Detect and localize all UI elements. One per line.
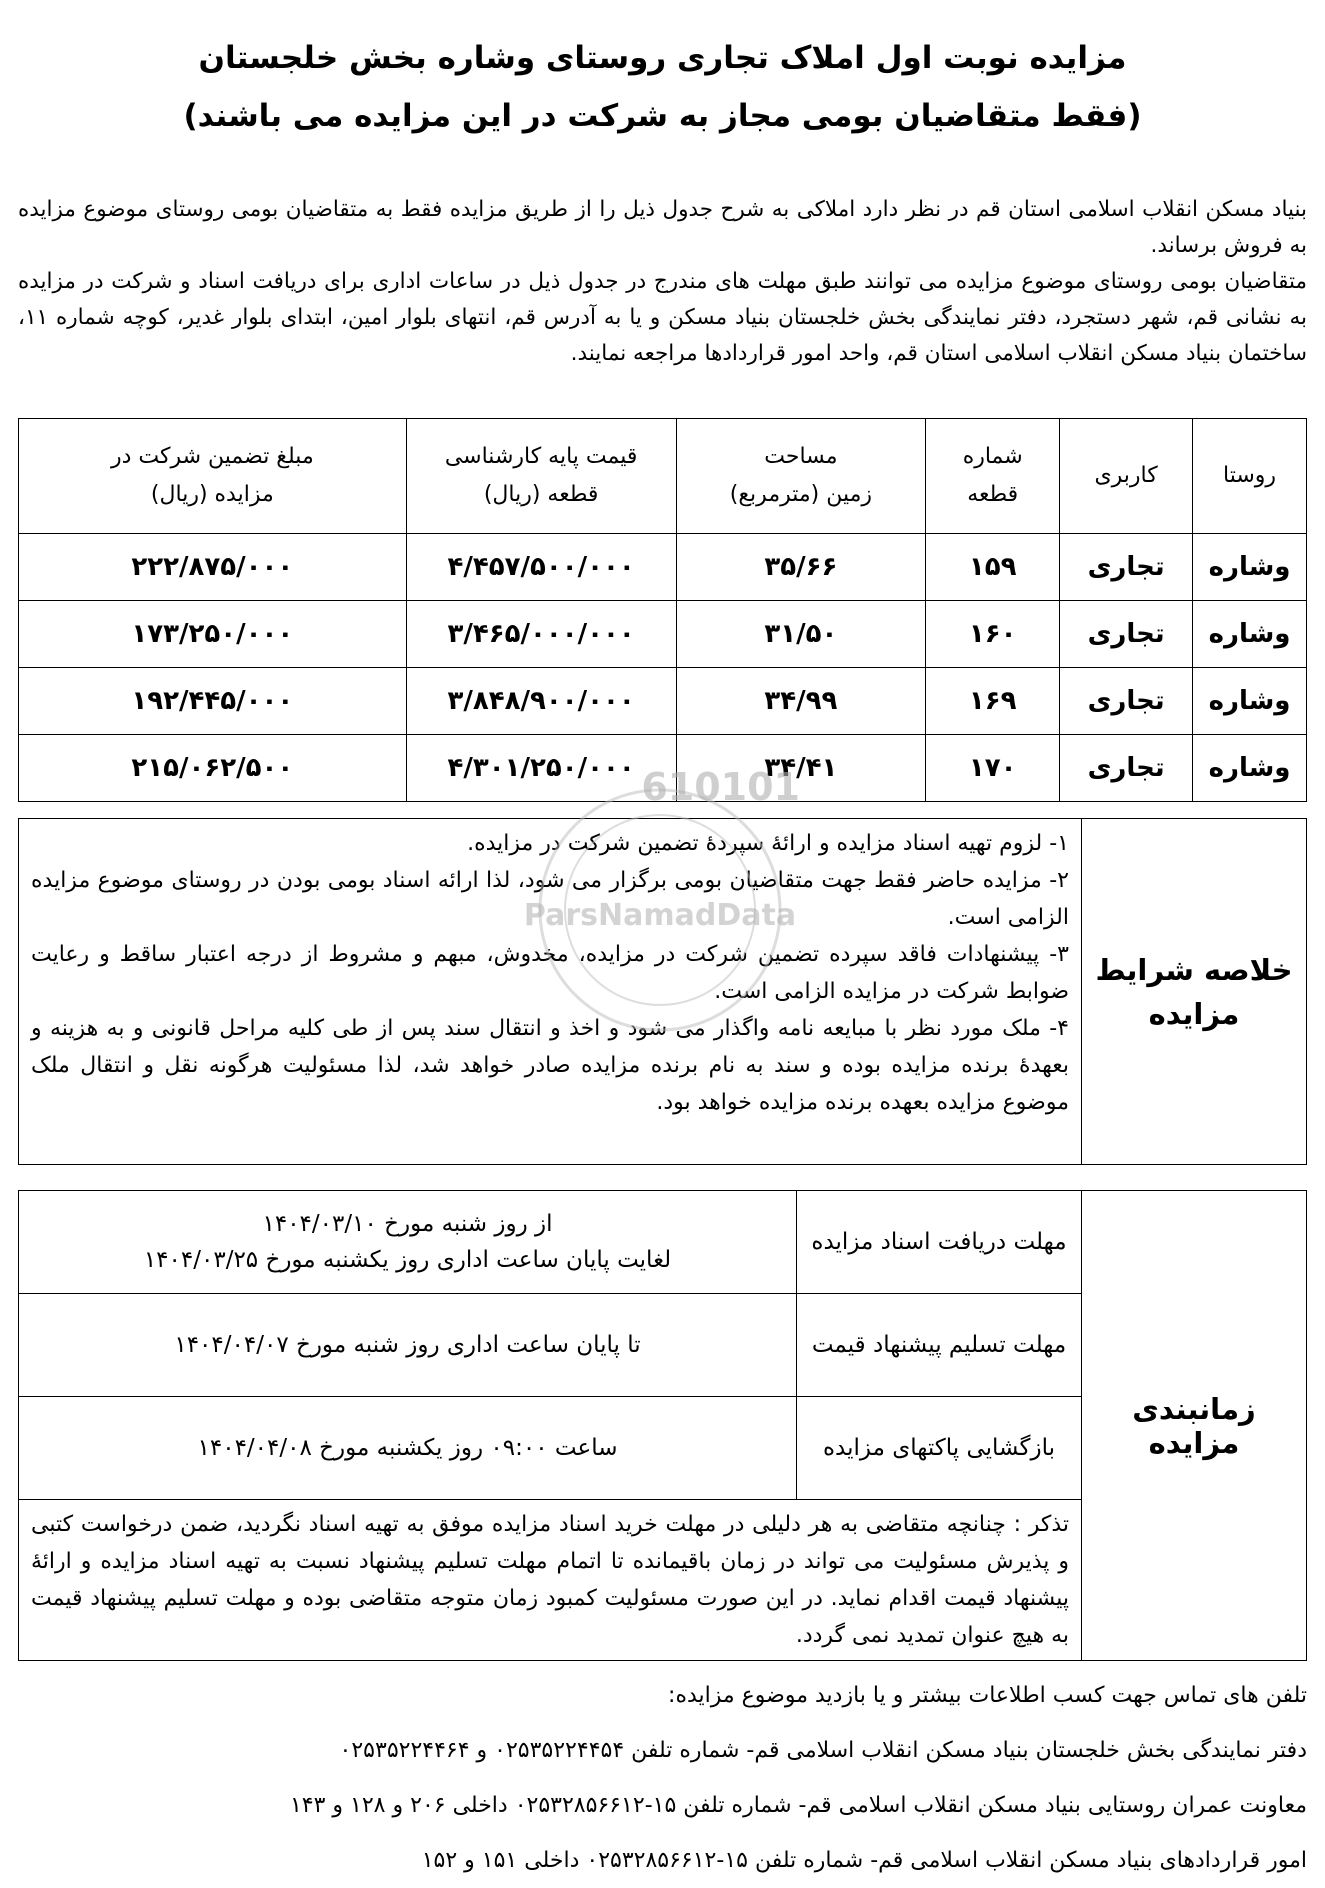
lots-table xyxy=(18,418,1307,802)
contacts-section xyxy=(18,1668,1307,1888)
schedule-note: تذکر : چنانچه متقاضی به هر دلیلی در مهلت خرید اسناد مزایده موفق به تهیه اسناد نگردید، ضمن درخواست کتبی و پذیرش مسئولیت می تواند در زمان باقیمانده تا اتمام مهلت تسلیم پیشنهاد نسبت به تهیه اسناد مزایده و ارائهٔ پیشنهاد قیمت اقدام نماید. در این صورت مسئولیت کمبود زمان متوجه متقاضی بوده و مهلت تسلیم پیشنهاد قیمت به هیچ عنوان تمدید نمی گردد. xyxy=(19,1500,1082,1661)
cell-usage: تجاری xyxy=(1060,668,1193,735)
schedule-value: از روز شنبه مورخ ۱۴۰۴/۰۳/۱۰ لغایت پایان ساعت اداری روز یکشنبه مورخ ۱۴۰۴/۰۳/۲۵ xyxy=(19,1191,797,1294)
cell-area: ۳۵/۶۶ xyxy=(676,534,926,601)
cell-base-price: ۴/۴۵۷/۵۰۰/۰۰۰ xyxy=(406,534,676,601)
contacts-intro: تلفن های تماس جهت کسب اطلاعات بیشتر و یا بازدید موضوع مزایده: xyxy=(668,1683,1307,1708)
svg-text:ParsNamadData: ParsNamadData xyxy=(523,898,797,933)
intro-paragraph-2: متقاضیان بومی روستای موضوع مزایده می توانند طبق مهلت های مندرج در جدول ذیل در ساعات اداری برای دریافت اسناد و شرکت در مزایده به نشانی قم، شهر دستجرد، دفتر نمایندگی بخش خلجستان بنیاد مسکن و یا به آدرس قم، انتهای بلوار امین، ابتدای بلوار غدیر، کوچه شماره ۱۱، ساختمان بنیاد مسکن انقلاب اسلامی استان قم، واحد امور قراردادها مراجعه نمایند. xyxy=(18,269,1307,366)
cell-area: ۳۱/۵۰ xyxy=(676,601,926,668)
table-row xyxy=(19,601,1307,668)
cell-deposit: ۲۲۲/۸۷۵/۰۰۰ xyxy=(19,534,407,601)
cell-plot: ۱۶۰ xyxy=(926,601,1060,668)
table-row xyxy=(19,668,1307,735)
schedule-heading: زمانبندی مزایده xyxy=(1082,1191,1307,1661)
schedule-label: بازگشایی پاکتهای مزایده xyxy=(797,1397,1082,1500)
schedule-value: تا پایان ساعت اداری روز شنبه مورخ ۱۴۰۴/۰۴/۰۷ xyxy=(19,1294,797,1397)
cell-deposit: ۱۷۳/۲۵۰/۰۰۰ xyxy=(19,601,407,668)
header-deposit: مبلغ تضمین شرکت در مزایده (ریال) xyxy=(19,419,407,534)
cell-village: وشاره xyxy=(1193,534,1307,601)
svg-text:610101: 610101 xyxy=(641,765,800,809)
condition-item-2: ۲- مزایده حاضر فقط جهت متقاضیان بومی برگزار می شود، لذا ارائه اسناد بومی بودن در روستای موضوع مزایده الزامی است. xyxy=(31,868,1069,930)
cell-village: وشاره xyxy=(1193,735,1307,802)
contact-line-1: دفتر نمایندگی بخش خلجستان بنیاد مسکن انقلاب اسلامی قم- شماره تلفن ۰۲۵۳۵۲۲۴۴۵۴ و ۰۲۵۳۵۲۲۴۴۶۴ xyxy=(339,1738,1307,1763)
intro-paragraph-1: بنیاد مسکن انقلاب اسلامی استان قم در نظر دارد املاکی به شرح جدول ذیل را از طریق مزایده فقط به متقاضیان بومی روستای موضوع مزایده به فروش برساند. xyxy=(18,197,1307,258)
condition-item-3: ۳- پیشنهادات فاقد سپرده تضمین شرکت در مزایده، مخدوش، مبهم و مشروط از درجه اعتبار ساقط و رعایت ضوابط شرکت در مزایده الزامی است. xyxy=(31,942,1069,1004)
cell-area: ۳۴/۹۹ xyxy=(676,668,926,735)
condition-item-1: ۱- لزوم تهیه اسناد مزایده و ارائهٔ سپردهٔ تضمین شرکت در مزایده. xyxy=(467,831,1069,856)
cell-village: وشاره xyxy=(1193,601,1307,668)
header-base-price: قیمت پایه کارشناسی قطعه (ریال) xyxy=(406,419,676,534)
cell-deposit: ۲۱۵/۰۶۲/۵۰۰ xyxy=(19,735,407,802)
cell-village: وشاره xyxy=(1193,668,1307,735)
cell-base-price: ۳/۸۴۸/۹۰۰/۰۰۰ xyxy=(406,668,676,735)
cell-usage: تجاری xyxy=(1060,534,1193,601)
conditions-heading: خلاصه شرایط مزایده xyxy=(1082,819,1307,1165)
lots-header-row xyxy=(19,419,1307,534)
cell-base-price: ۳/۴۶۵/۰۰۰/۰۰۰ xyxy=(406,601,676,668)
cell-base-price: ۴/۳۰۱/۲۵۰/۰۰۰ xyxy=(406,735,676,802)
header-usage: کاربری xyxy=(1060,419,1193,534)
contact-line-3: امور قراردادهای بنیاد مسکن انقلاب اسلامی قم- شماره تلفن ۱۵-۰۲۵۳۲۸۵۶۶۱۲ داخلی ۱۵۱ و ۱۵۲ xyxy=(421,1848,1307,1873)
contact-line-2: معاونت عمران روستایی بنیاد مسکن انقلاب اسلامی قم- شماره تلفن ۱۵-۰۲۵۳۲۸۵۶۶۱۲ داخلی ۲۰۶ و ۱۲۸ و ۱۴۳ xyxy=(289,1793,1307,1818)
schedule-row xyxy=(19,1191,1307,1294)
table-row xyxy=(19,534,1307,601)
cell-plot: ۱۷۰ xyxy=(926,735,1060,802)
cell-usage: تجاری xyxy=(1060,735,1193,802)
header-plot: شماره قطعه xyxy=(926,419,1060,534)
schedule-label: مهلت دریافت اسناد مزایده xyxy=(797,1191,1082,1294)
cell-area: ۳۴/۴۱ xyxy=(676,735,926,802)
table-row xyxy=(19,735,1307,802)
schedule-table xyxy=(18,1190,1307,1661)
schedule-label: مهلت تسلیم پیشنهاد قیمت xyxy=(797,1294,1082,1397)
condition-item-4: ۴- ملک مورد نظر با مبایعه نامه واگذار می شود و اخذ و انتقال سند پس از طی کلیه مراحل قانونی و به هزینه و بعهدهٔ برنده مزایده بوده و سند به نام برنده مزایده صادر خواهد شد، لذا مسئولیت هرگونه نقل و انتقال ملک موضوع مزایده بعهده برنده مزایده خواهد بود. xyxy=(31,1016,1069,1115)
header-village: روستا xyxy=(1193,419,1307,534)
cell-plot: ۱۵۹ xyxy=(926,534,1060,601)
header-area: مساحت زمین (مترمربع) xyxy=(676,419,926,534)
conditions-list xyxy=(19,819,1082,1165)
conditions-box xyxy=(18,818,1307,1165)
cell-plot: ۱۶۹ xyxy=(926,668,1060,735)
notice-subtitle: (فقط متقاضیان بومی مجاز به شرکت در این مزایده می باشند) xyxy=(183,98,1142,134)
cell-usage: تجاری xyxy=(1060,601,1193,668)
cell-deposit: ۱۹۲/۴۴۵/۰۰۰ xyxy=(19,668,407,735)
intro-text xyxy=(18,192,1307,372)
notice-title: مزایده نوبت اول املاک تجاری روستای وشاره بخش خلجستان xyxy=(198,40,1127,76)
schedule-value: ساعت ۰۹:۰۰ روز یکشنبه مورخ ۱۴۰۴/۰۴/۰۸ xyxy=(19,1397,797,1500)
